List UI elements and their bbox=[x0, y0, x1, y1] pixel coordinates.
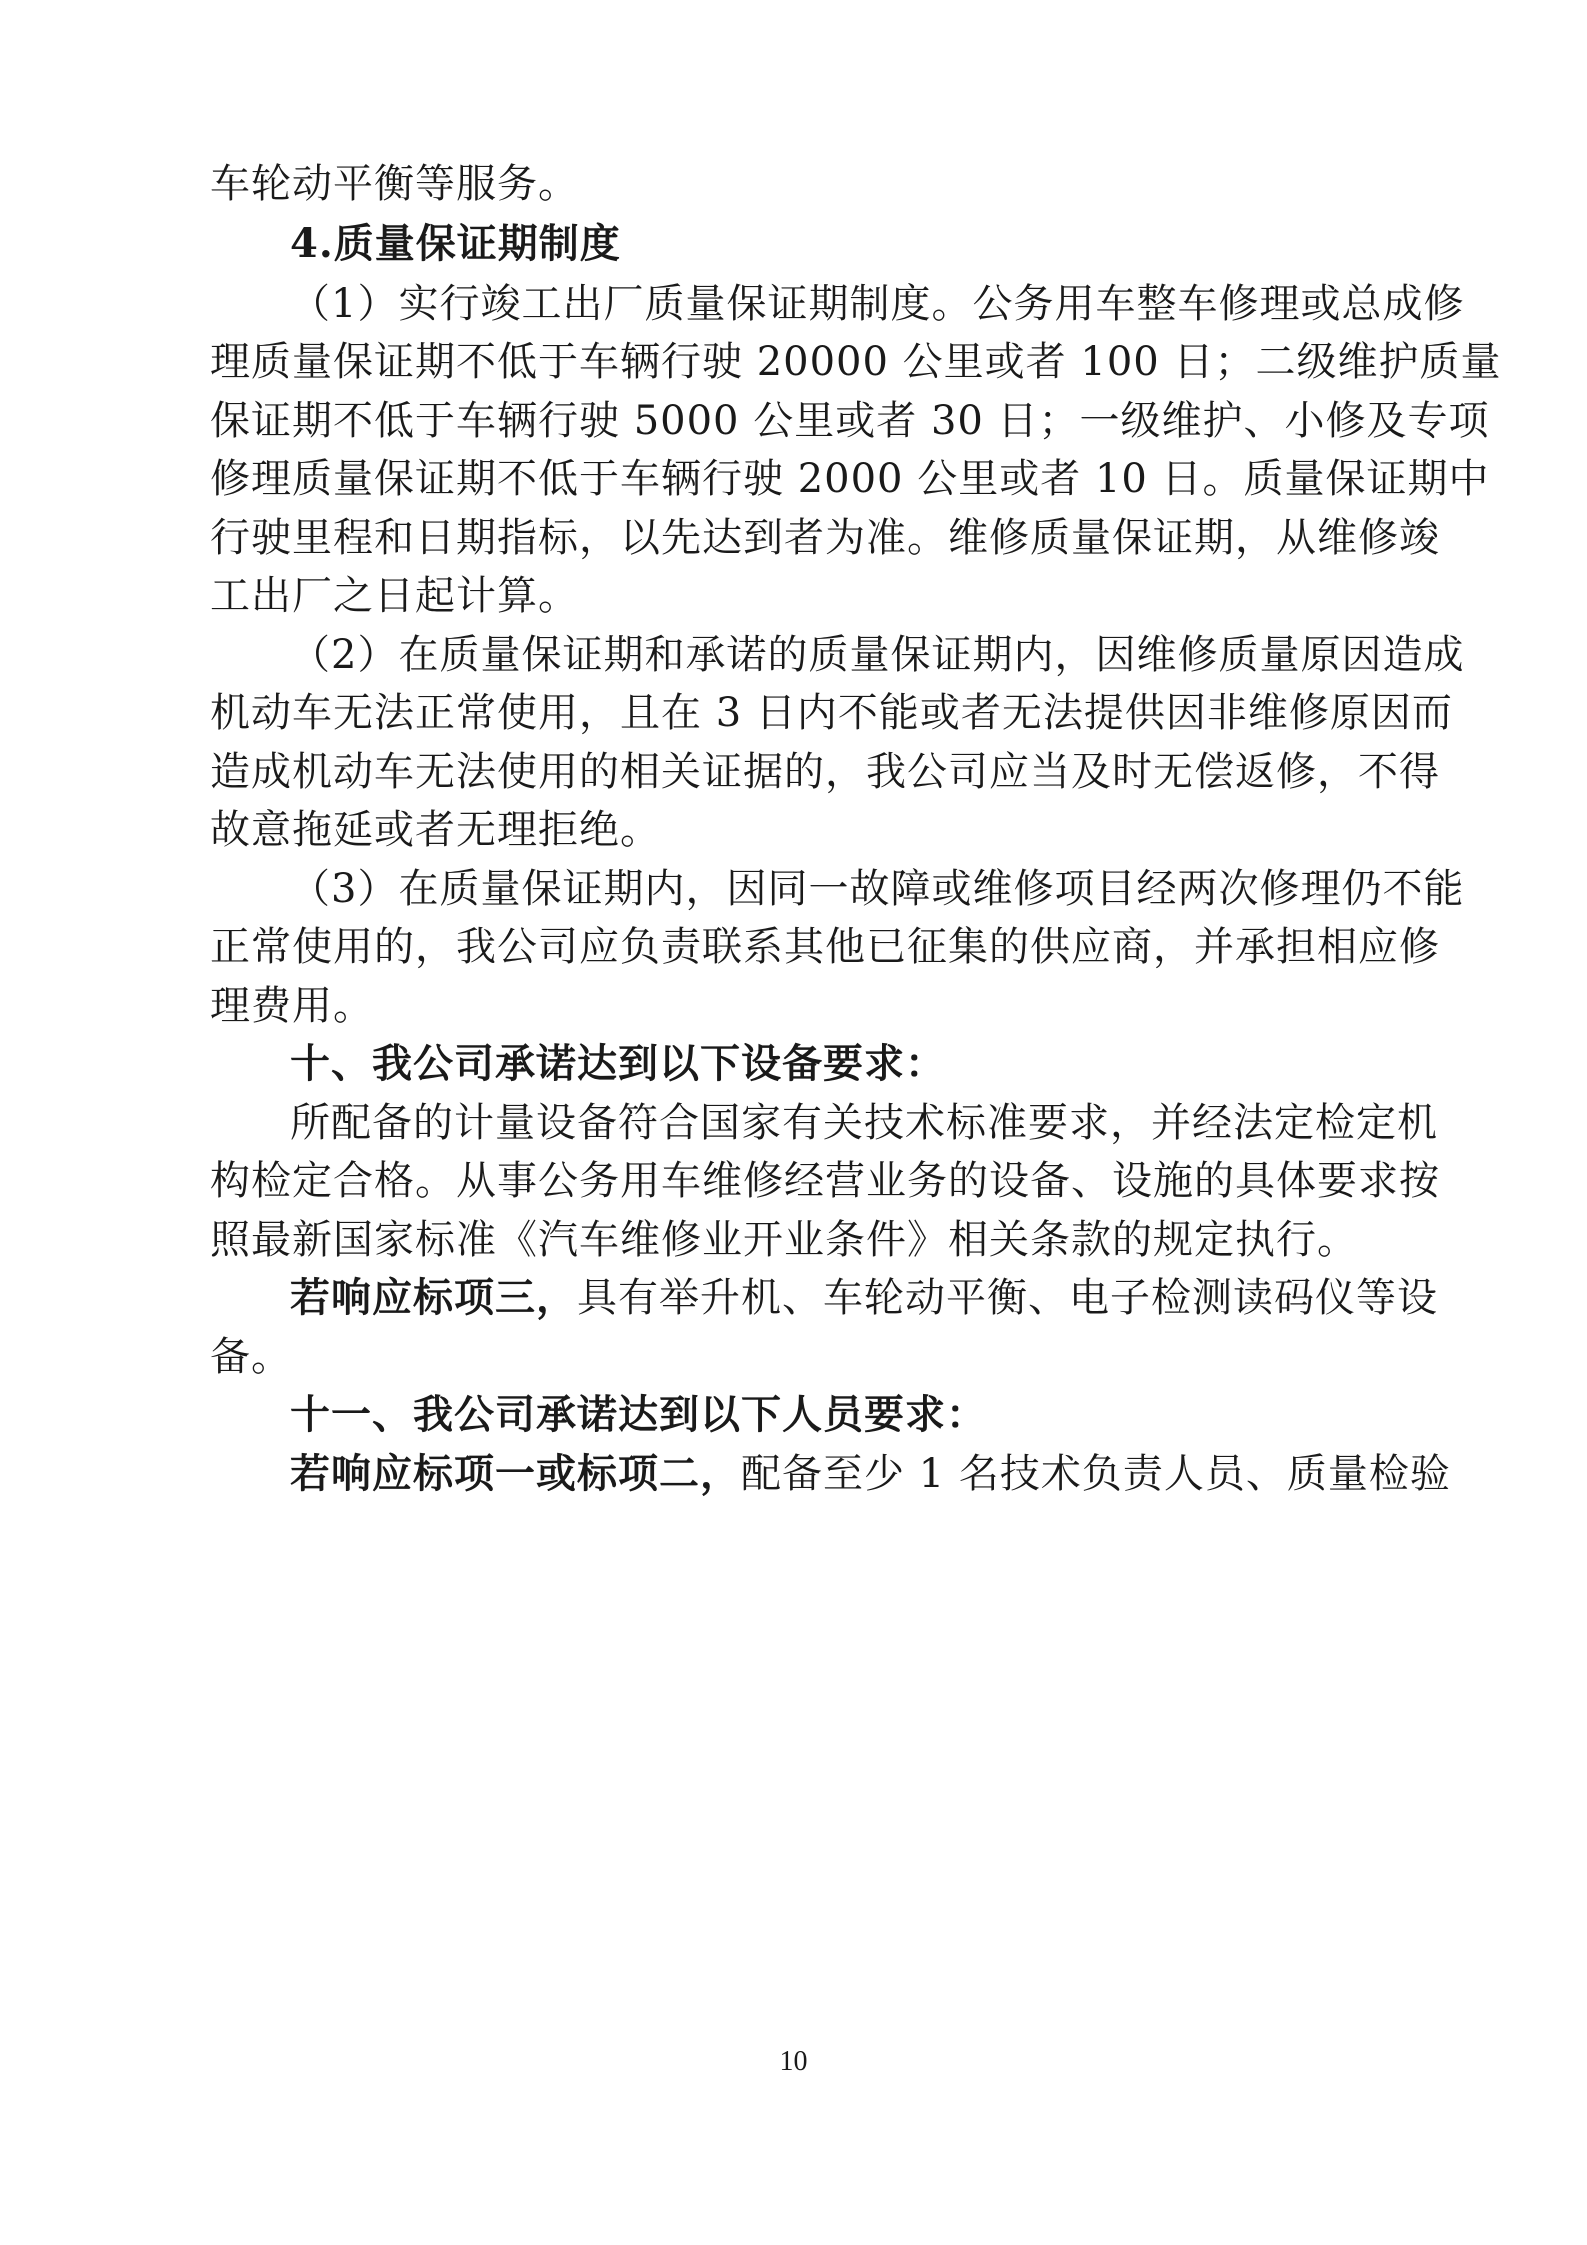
paragraph-line: 行驶里程和日期指标，以先达到者为准。维修质量保证期，从维修竣 bbox=[210, 515, 1440, 561]
paragraph-line: 保证期不低于车辆行驶 5000 公里或者 30 日；一级维护、小修及专项 bbox=[210, 398, 1490, 444]
body-text: 具有举升机、车轮动平衡、电子检测读码仪等设 bbox=[577, 1275, 1438, 1321]
section-heading: 4.质量保证期制度 bbox=[290, 220, 621, 267]
paragraph-line: （1）实行竣工出厂质量保证期制度。公务用车整车修理或总成修 bbox=[290, 281, 1465, 327]
paragraph-line: 理费用。 bbox=[210, 983, 374, 1029]
paragraph-line: 照最新国家标准《汽车维修业开业条件》相关条款的规定执行。 bbox=[210, 1217, 1358, 1263]
section-heading: 十、我公司承诺达到以下设备要求： bbox=[290, 1040, 946, 1087]
body-text: 配备至少 1 名技术负责人员、质量检验 bbox=[741, 1451, 1451, 1497]
bold-lead-text: 若响应标项三， bbox=[290, 1274, 577, 1321]
paragraph-line: 工出厂之日起计算。 bbox=[210, 573, 579, 619]
paragraph-line: 机动车无法正常使用，且在 3 日内不能或者无法提供因非维修原因而 bbox=[210, 690, 1453, 736]
paragraph-line: 修理质量保证期不低于车辆行驶 2000 公里或者 10 日。质量保证期中 bbox=[210, 456, 1490, 502]
paragraph-line bbox=[290, 1274, 1438, 1322]
paragraph-line: （3）在质量保证期内，因同一故障或维修项目经两次修理仍不能 bbox=[290, 866, 1465, 912]
paragraph-line: 故意拖延或者无理拒绝。 bbox=[210, 807, 661, 853]
paragraph-line: 正常使用的，我公司应负责联系其他已征集的供应商，并承担相应修 bbox=[210, 924, 1440, 970]
section-heading: 十一、我公司承诺达到以下人员要求： bbox=[290, 1391, 987, 1438]
paragraph-line: 车轮动平衡等服务。 bbox=[210, 161, 579, 207]
paragraph-line: 备。 bbox=[210, 1334, 292, 1380]
paragraph-line: 所配备的计量设备符合国家有关技术标准要求，并经法定检定机 bbox=[290, 1100, 1438, 1146]
paragraph-line: 理质量保证期不低于车辆行驶 20000 公里或者 100 日；二级维护质量 bbox=[210, 339, 1502, 385]
bold-lead-text: 若响应标项一或标项二， bbox=[290, 1450, 741, 1497]
paragraph-line bbox=[290, 1450, 1451, 1498]
paragraph-line: 造成机动车无法使用的相关证据的，我公司应当及时无偿返修，不得 bbox=[210, 749, 1440, 795]
paragraph-line: 构检定合格。从事公务用车维修经营业务的设备、设施的具体要求按 bbox=[210, 1158, 1440, 1204]
page-number: 10 bbox=[779, 2046, 808, 2077]
paragraph-line: （2）在质量保证期和承诺的质量保证期内，因维修质量原因造成 bbox=[290, 632, 1465, 678]
